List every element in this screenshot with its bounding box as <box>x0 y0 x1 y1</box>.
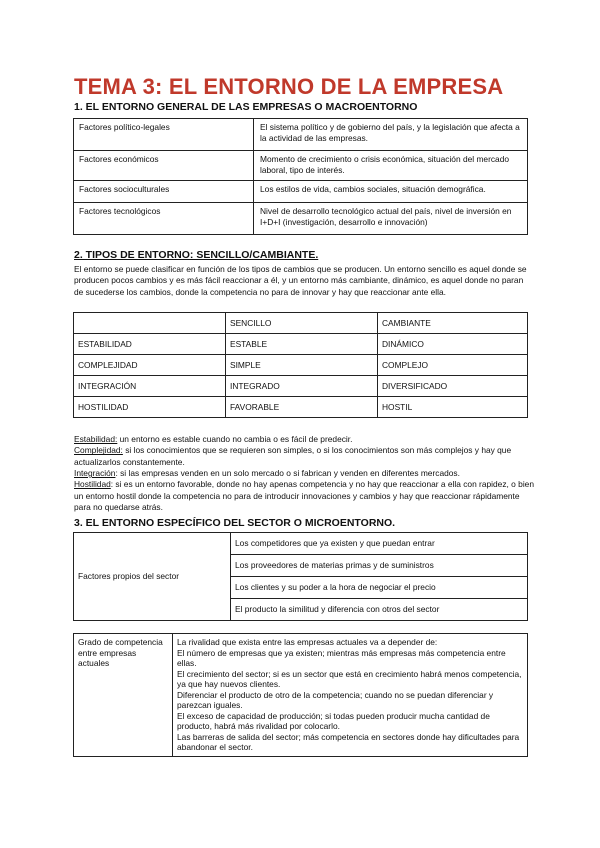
definitions <box>74 434 534 513</box>
grado-line: El crecimiento del sector; si es un sector que está en crecimiento habrá menos competencia, ya que hay nuevos clientes. <box>177 668 522 689</box>
section2-heading: 2. TIPOS DE ENTORNO: SENCILLO/CAMBIANTE. <box>74 249 319 261</box>
table-row <box>74 355 528 376</box>
intro-paragraph: El entorno se puede clasificar en función de los tipos de cambios que se producen. Un entorno sencillo es aquel donde se producen pocos cambios y es más fácil reaccionar a él, y un entorno más cambiante, dinámico, es aquel donde no paran de sucederse los cambios, donde la competencia no para de innovar y hay que reaccionar ante ella. <box>74 264 527 297</box>
microentorno-table <box>73 532 528 621</box>
sector-item: Los clientes y su poder a la hora de negociar el precio <box>231 577 528 599</box>
grado-line: El exceso de capacidad de producción; si todas pueden producir mucha cantidad de producto, habrá más rivalidad por colocarlo. <box>177 710 490 731</box>
cell: HOSTIL <box>378 397 528 418</box>
table-row <box>74 181 528 203</box>
definition-term: Estabilidad: <box>74 434 118 444</box>
factor-cell: Factores tecnológicos <box>74 203 254 235</box>
definition-text: si los conocimientos que se requieren son simples, o si los conocimientos son más complejos y hay que actualizarlos constantemente. <box>74 445 512 467</box>
header-cell <box>74 313 226 334</box>
grado-desc-cell <box>173 634 528 757</box>
cell: ESTABLE <box>226 334 378 355</box>
header-cell: CAMBIANTE <box>378 313 528 334</box>
cell: INTEGRADO <box>226 376 378 397</box>
table-row <box>74 533 528 555</box>
definition-hostilidad <box>74 479 534 513</box>
header-cell: SENCILLO <box>226 313 378 334</box>
desc-cell: Momento de crecimiento o crisis económica, situación del mercado laboral, tipo de interés. <box>254 151 528 181</box>
cell: INTEGRACIÓN <box>74 376 226 397</box>
page-title: TEMA 3: EL ENTORNO DE LA EMPRESA <box>74 74 504 99</box>
table-header-row <box>74 313 528 334</box>
cell: HOSTILIDAD <box>74 397 226 418</box>
grado-competencia-table <box>73 633 528 757</box>
table-row <box>74 376 528 397</box>
definition-text: un entorno es estable cuando no cambia o es fácil de predecir. <box>117 434 353 444</box>
definition-text: : si las empresas venden en un solo mercado o si fabrican y venden en diferentes mercados. <box>115 468 460 479</box>
sector-item: El producto la similitud y diferencia con otros del sector <box>231 599 528 621</box>
cell: COMPLEJIDAD <box>74 355 226 376</box>
definition-complejidad <box>74 445 534 468</box>
tipos-entorno-table <box>73 312 528 418</box>
grado-line: Diferenciar el producto de otro de la competencia; cuando no se puedan diferenciar y parezcan iguales. <box>177 689 494 710</box>
definition-estabilidad <box>74 434 534 445</box>
definition-term: Hostilidad <box>74 479 111 490</box>
definition-text: : si es un entorno favorable, donde no hay apenas competencia y no hay que reaccionar a ella con rapidez, o bien un entorno hostil donde la competencia no para de introducir innovaciones y cambios y hay que reaccionar rápidamente para no quedarse atrás. <box>74 479 535 513</box>
cell: DINÁMICO <box>378 334 528 355</box>
section1-heading: 1. EL ENTORNO GENERAL DE LAS EMPRESAS O MACROENTORNO <box>74 101 418 113</box>
table-row <box>74 151 528 181</box>
section2-intro <box>74 264 534 298</box>
factor-cell: Factores socioculturales <box>74 181 254 203</box>
cell: DIVERSIFICADO <box>378 376 528 397</box>
cell: FAVORABLE <box>226 397 378 418</box>
sector-label-cell: Factores propios del sector <box>74 533 231 621</box>
desc-cell: Nivel de desarrollo tecnológico actual del país, nivel de inversión en I+D+I (investigación, desarrollo e innovación) <box>254 203 528 235</box>
sector-item: Los proveedores de materias primas y de suministros <box>231 555 528 577</box>
table-row <box>74 203 528 235</box>
definition-integracion <box>74 468 534 479</box>
grado-line: Las barreras de salida del sector; más competencia en sectores donde hay dificultades para abandonar el sector. <box>177 731 520 752</box>
cell: SIMPLE <box>226 355 378 376</box>
grado-label-cell: Grado de competencia entre empresas actuales <box>74 634 173 757</box>
table-row <box>74 634 528 757</box>
grado-line: La rivalidad que exista entre las empresas actuales va a depender de: <box>177 637 438 647</box>
factor-cell: Factores económicos <box>74 151 254 181</box>
cell: COMPLEJO <box>378 355 528 376</box>
sector-item: Los competidores que ya existen y que puedan entrar <box>231 533 528 555</box>
table-row <box>74 397 528 418</box>
factor-cell: Factores político-legales <box>74 119 254 151</box>
grado-line: El número de empresas que ya existen; mientras más empresas más competencia entre ellas. <box>177 647 506 668</box>
definition-term: Integración <box>74 468 116 479</box>
desc-cell: El sistema político y de gobierno del país, y la legislación que afecta a la actividad de las empresas. <box>254 119 528 151</box>
table-row <box>74 334 528 355</box>
macroentorno-table <box>73 118 528 235</box>
table-row <box>74 119 528 151</box>
section3-heading: 3. EL ENTORNO ESPECÍFICO DEL SECTOR O MICROENTORNO. <box>74 517 396 529</box>
cell: ESTABILIDAD <box>74 334 226 355</box>
desc-cell: Los estilos de vida, cambios sociales, situación demográfica. <box>254 181 528 203</box>
definition-term: Complejidad: <box>74 445 123 456</box>
